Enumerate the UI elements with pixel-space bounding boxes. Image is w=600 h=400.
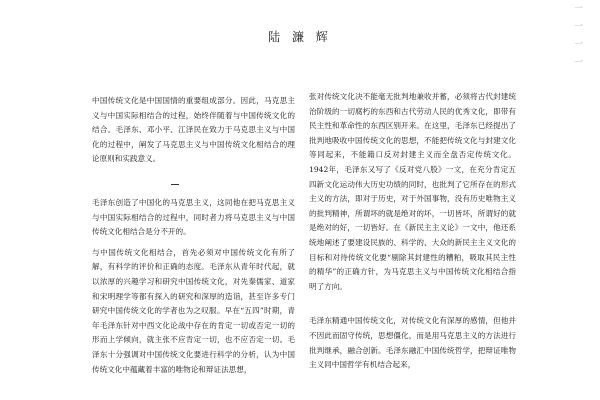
author-name: 陆 濂 辉 [268,30,332,44]
section-separator [171,184,179,185]
abstract-block [92,94,295,167]
edge-mark: 一 [574,58,584,68]
paragraph: 与中国传统文化相结合，首先必须对中国传统文化有所了解，有科学的评价和正确的态度。毛泽东从青年时代起，就以浓厚的兴趣学习和研究中国传统文化，对先秦儒家、道家和宋明理学等都有探入的研究和深厚的造诣，甚至许多专门研究中国传统文化的学者也为之叹服。早在“五四”时期，青年毛泽东针对中西文化论战中存在的肯定一切或否定一切的形而上学倾向，就主张不应肯定一切，也不应否定一切。毛泽东十分强调对中国传统文化要进行科学的分析，认为中国传统文化中蕴藏着丰富的唯物论和辩证法思想， [92,247,295,374]
edge-mark: 一 [574,22,584,32]
edge-mark: 一 [574,4,584,14]
abstract-paragraph: 中国传统文化是中国国情的重要组成部分。因此，马克思主义与中国实际相结合的过程，始终伴随着与中国传统文化的结合。毛泽东、邓小平、江泽民在致力于马克思主义与中国化的过程中，阐发了马克思主义与中国传统文化相结合的理论原则和实践意义。 [92,96,295,164]
paragraph: 毛泽东精通中国传统文化，对传统文化有深厚的感情，但他并不因此而固守传统，思想僵化，而是用马克思主义的方法进行批判继承，融合创新。毛泽东融汇中国传统哲学，把辩证唯物主义同中国哲学有机结合起来， [309,316,516,370]
page-edge-marks [574,0,592,400]
paragraph: 毛泽东创造了中国化的马克思主义，这同他在把马克思主义与中国实际相结合的过程中，同时者力将马克思主义与中国传统文化相结合是分不开的。 [92,198,295,237]
body-left-column [92,196,295,377]
edge-mark: 一 [574,40,584,50]
body-right-column [309,90,516,373]
paragraph: 张对传统文化决不能毫无批判地兼收并蓄，必须将古代封建统治阶级的一切腐朽的东西和古代劳动人民的优秀文化，即带有民主性和革命性的东西区别开来。在这里，毛泽东已经提出了批判地吸收中国传统文化的思想，不能把传统文化与封建文化等同起来，不能籍口反对封建主义而全盘否定传统文化。1942年，毛泽东又写了《反对党八股》一文，在充分肯定五四新文化运动伟大历史功绩的同时，也批判了它所存在的形式主义的方法，即对于历史，对于外国事物，没有历史唯物主义的批判精神，所谓坏的就是绝对的坏，一切皆坏，所谓好的就是绝对的好，一切皆好。在《新民主主义论》一文中，他还系统地阐述了要建设民族的、科学的、大众的新民主主义文化的目标和对待传统文化要“剔除其封建性的糟粕，吸取其民主性的精华”的正确方针，为马克思主义与中国传统文化相结合指明了方向。 [309,92,516,291]
